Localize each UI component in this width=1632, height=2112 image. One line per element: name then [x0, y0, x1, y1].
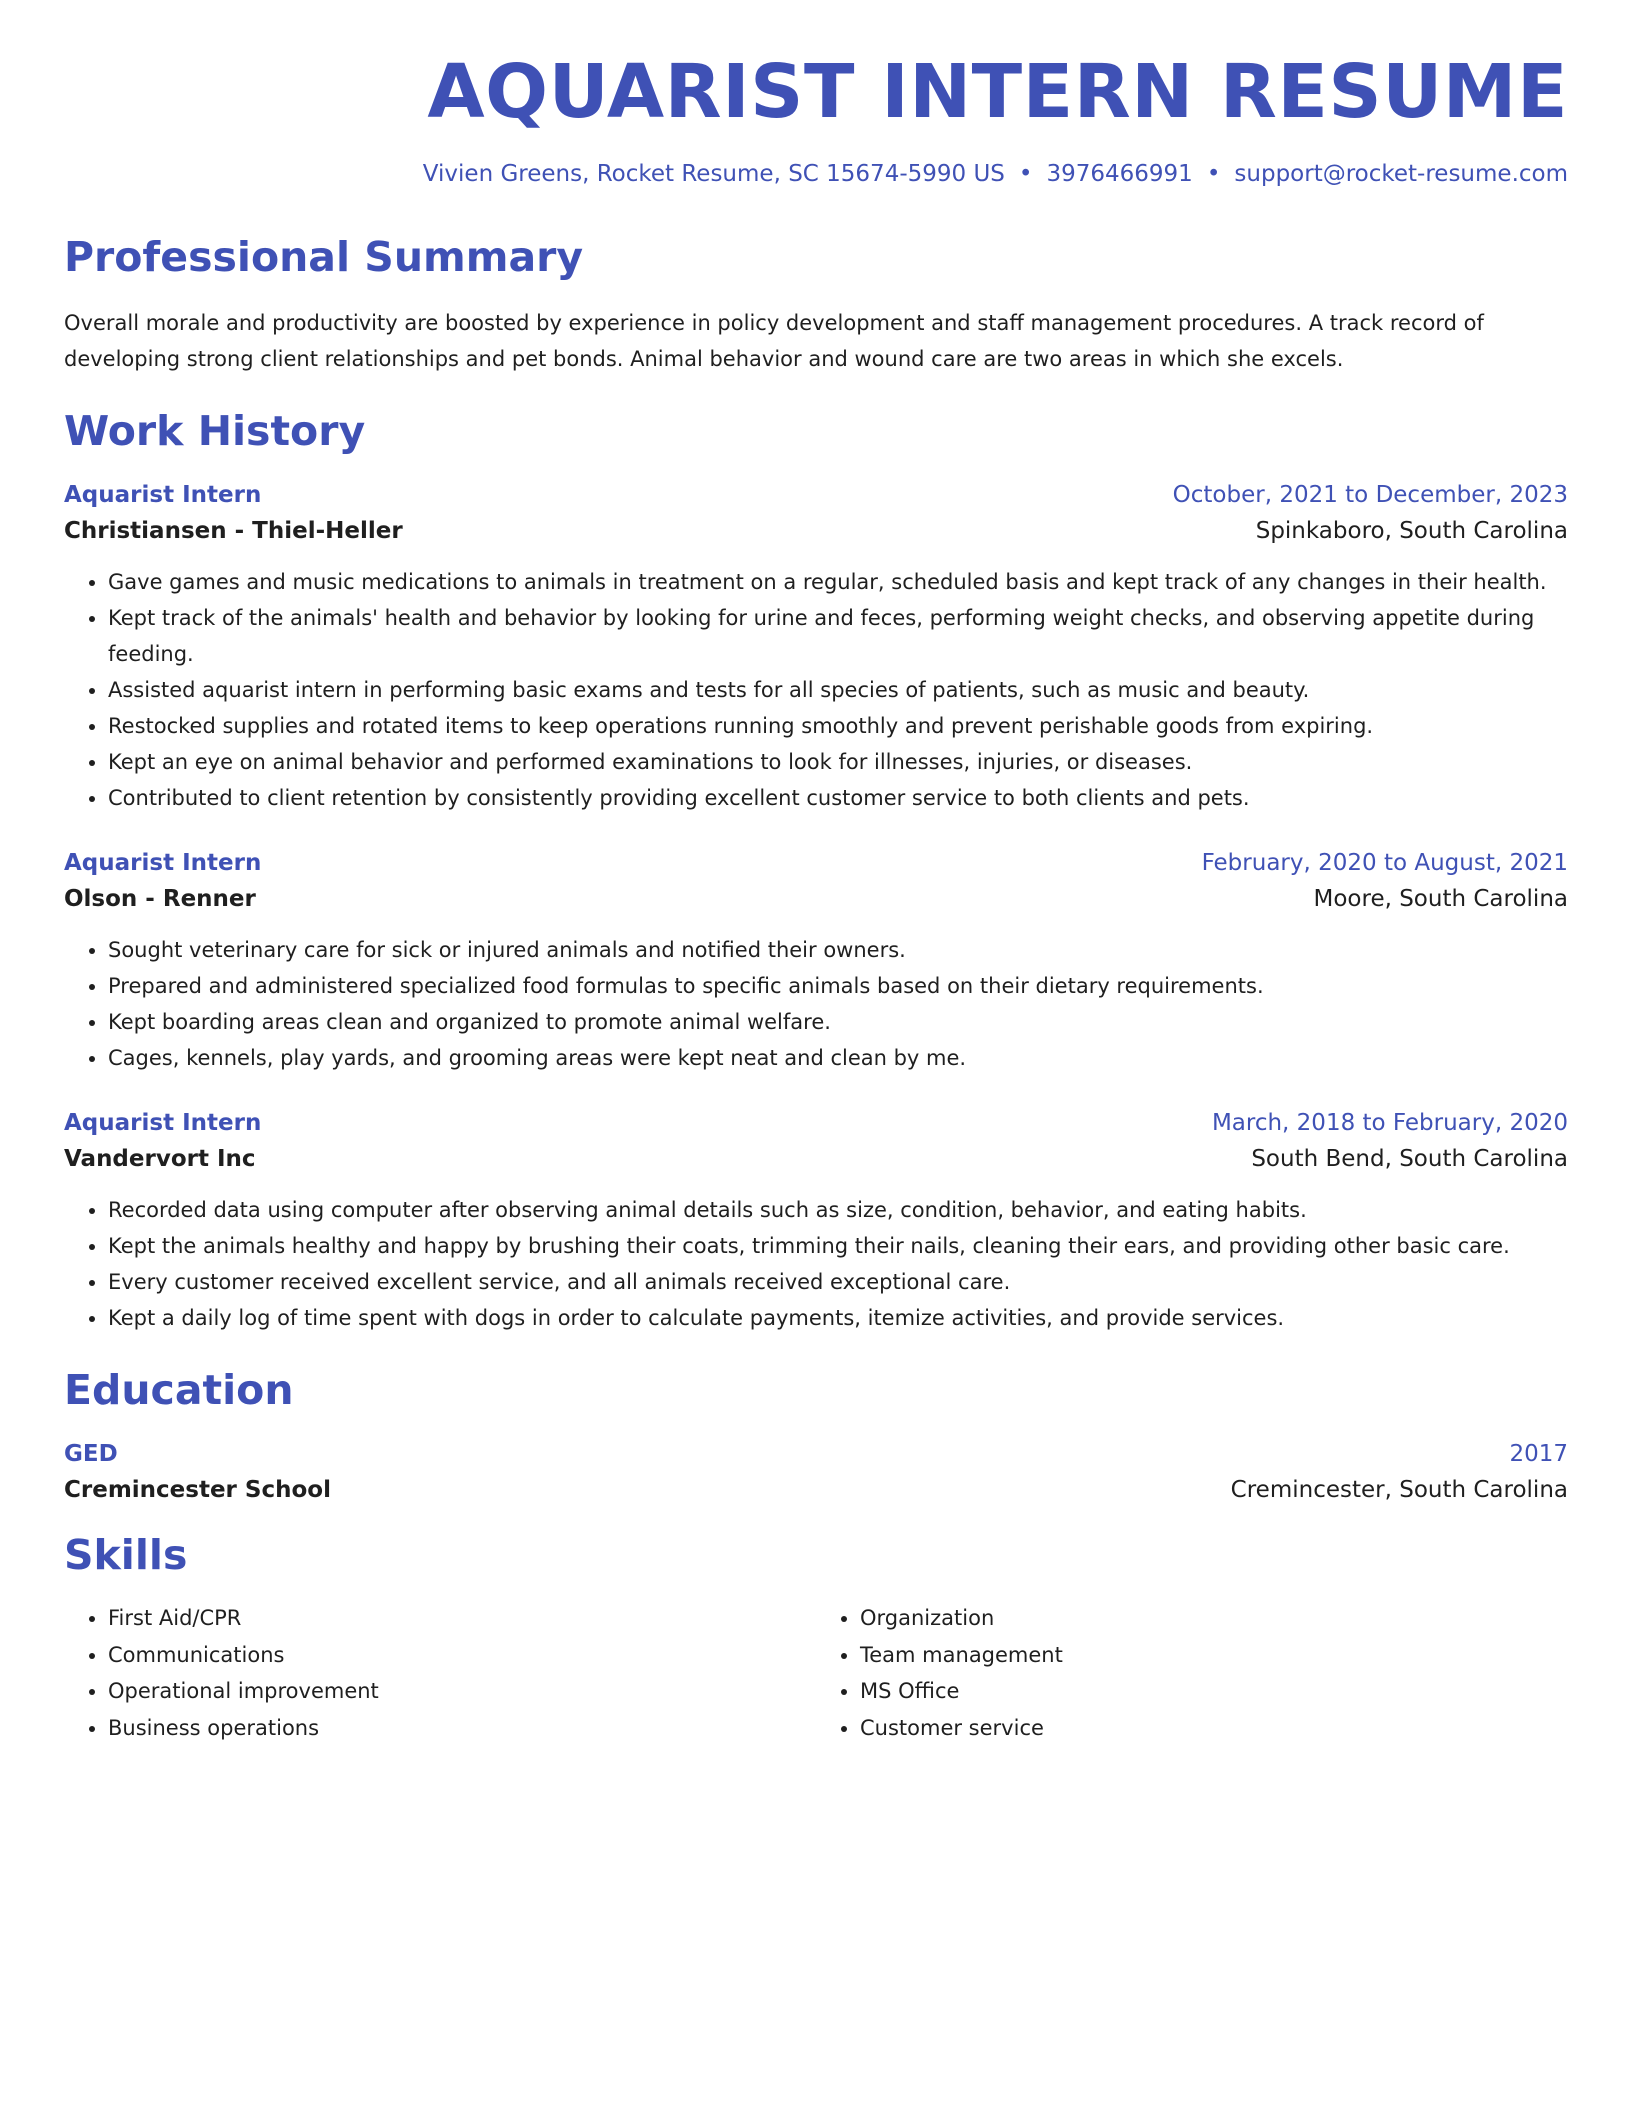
job-bullet: • Recorded data using computer after observing animal details such as size, condition, behavior, and eating habits. — [108, 1192, 1568, 1228]
skills-heading: Skills — [64, 1530, 188, 1579]
education-school: Cremincester School — [64, 1476, 331, 1503]
job-bullet: • Contributed to client retention by consistently providing excellent customer service to both clients and pets. — [108, 780, 1568, 816]
education-entry — [64, 1441, 1568, 1503]
job-dates: March, 2018 to February, 2020 — [1211, 1109, 1568, 1136]
job-role: Aquarist Intern — [64, 481, 262, 508]
job-entry — [64, 850, 1568, 1076]
contact-address: Vivien Greens, Rocket Resume, SC 15674-5990 US — [422, 161, 1005, 188]
summary-text: Overall morale and productivity are boosted by experience in policy development and staff management procedures. A track record of developing strong client relationships and pet bonds. Animal behavior and wound care are two areas in which she excels. — [64, 310, 1484, 371]
skills-column-left — [64, 1600, 816, 1746]
skill-item: • MS Office — [860, 1673, 1568, 1710]
education-heading: Education — [64, 1365, 294, 1414]
job-dates: October, 2021 to December, 2023 — [1172, 481, 1568, 508]
job-bullet: • Prepared and administered specialized food formulas to specific animals based on their dietary requirements. — [108, 968, 1568, 1004]
contact-line — [64, 161, 1568, 187]
contact-separator: • — [1206, 161, 1221, 188]
job-bullets — [64, 1192, 1568, 1336]
education-location: Cremincester, South Carolina — [1230, 1476, 1568, 1503]
work-history-heading: Work History — [64, 406, 366, 455]
job-bullet: • Kept the animals healthy and happy by brushing their coats, trimming their nails, cleaning their ears, and providing other basic care. — [108, 1228, 1568, 1264]
job-entry — [64, 1110, 1568, 1336]
job-bullets — [64, 932, 1568, 1076]
contact-email: support@rocket-resume.com — [1234, 161, 1568, 188]
skill-item: • Communications — [108, 1637, 816, 1674]
job-role: Aquarist Intern — [64, 849, 262, 876]
resume-title: AQUARIST INTERN RESUME — [427, 49, 1568, 135]
job-bullet: • Cages, kennels, play yards, and grooming areas were kept neat and clean by me. — [108, 1040, 1568, 1076]
job-bullet: • Kept boarding areas clean and organized to promote animal welfare. — [108, 1004, 1568, 1040]
summary-heading: Professional Summary — [64, 233, 584, 282]
skill-item: • Business operations — [108, 1710, 816, 1747]
job-bullet: • Kept an eye on animal behavior and performed examinations to look for illnesses, injuries, or diseases. — [108, 744, 1568, 780]
job-location: Spinkaboro, South Carolina — [1255, 517, 1568, 544]
job-bullet: • Every customer received excellent service, and all animals received exceptional care. — [108, 1264, 1568, 1300]
job-bullet: • Kept a daily log of time spent with dogs in order to calculate payments, itemize activities, and provide services. — [108, 1300, 1568, 1336]
job-bullet: • Restocked supplies and rotated items to keep operations running smoothly and prevent perishable goods from expiring. — [108, 708, 1568, 744]
job-company: Olson - Renner — [64, 885, 256, 912]
skill-item: • Team management — [860, 1637, 1568, 1674]
job-bullets — [64, 564, 1568, 816]
education-degree: GED — [64, 1440, 118, 1467]
skills-column-right — [816, 1600, 1568, 1746]
skill-item: • Organization — [860, 1600, 1568, 1637]
job-bullet: • Sought veterinary care for sick or injured animals and notified their owners. — [108, 932, 1568, 968]
contact-separator: • — [1018, 161, 1033, 188]
job-dates: February, 2020 to August, 2021 — [1201, 849, 1568, 876]
job-bullet: • Kept track of the animals' health and behavior by looking for urine and feces, performing weight checks, and observing appetite during feeding. — [108, 600, 1568, 672]
job-company: Vandervort Inc — [64, 1145, 256, 1172]
skills-grid — [64, 1600, 1568, 1746]
skill-item: • Operational improvement — [108, 1673, 816, 1710]
job-bullet: • Assisted aquarist intern in performing basic exams and tests for all species of patients, such as music and beauty. — [108, 672, 1568, 708]
contact-phone: 3976466991 — [1046, 161, 1193, 188]
job-company: Christiansen - Thiel-Heller — [64, 517, 403, 544]
skill-item: • First Aid/CPR — [108, 1600, 816, 1637]
job-entry — [64, 482, 1568, 816]
job-bullet: • Gave games and music medications to animals in treatment on a regular, scheduled basis and kept track of any changes in their health. — [108, 564, 1568, 600]
job-location: South Bend, South Carolina — [1251, 1145, 1568, 1172]
job-role: Aquarist Intern — [64, 1109, 262, 1136]
skill-item: • Customer service — [860, 1710, 1568, 1747]
education-year: 2017 — [1509, 1440, 1568, 1467]
job-location: Moore, South Carolina — [1313, 885, 1568, 912]
